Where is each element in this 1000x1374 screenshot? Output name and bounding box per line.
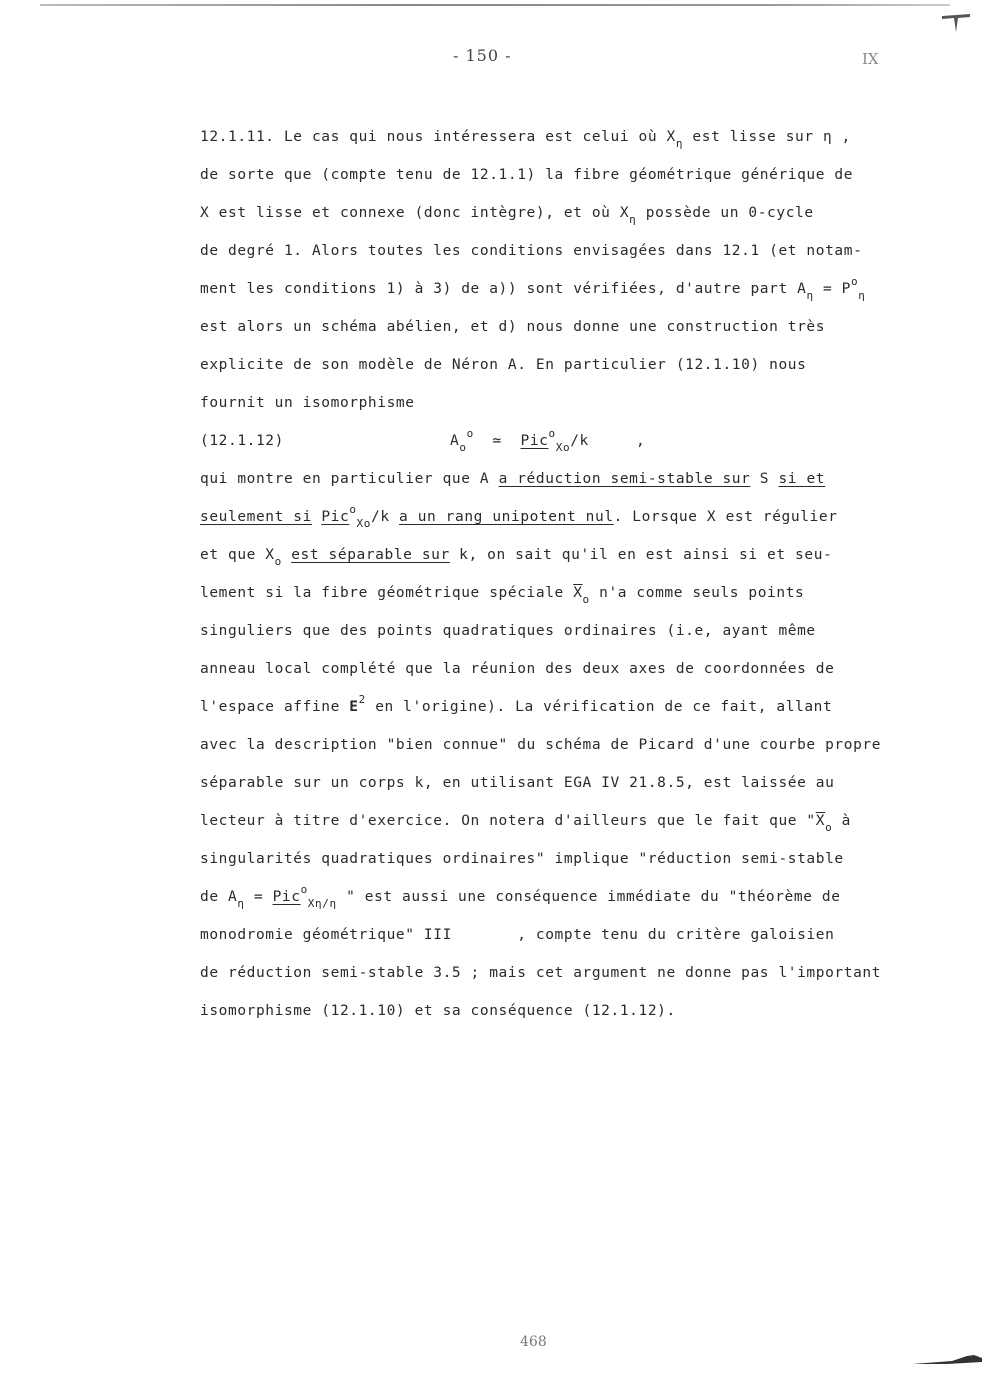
text-line: monodromie géométrique" III , compte tenu du critère galoisien: [200, 927, 835, 943]
text-line: de sorte que (compte tenu de 12.1.1) la fibre géométrique générique de: [200, 167, 854, 183]
top-scan-rule: [40, 4, 950, 6]
text-line: ment les conditions 1) à 3) de a)) sont vérifiées, d'autre part $A_\eta = P^o_\eta$: [200, 275, 866, 302]
folio-number: 468: [520, 1334, 547, 1350]
text-line: explicite de son modèle de Néron A. En particulier (12.1.10) nous: [200, 357, 807, 373]
text-line: lecteur à titre d'exercice. On notera d'ailleurs que le fait que "$\overline{X}_o$ à: [200, 813, 852, 834]
page-number: - 150 -: [453, 46, 512, 65]
text-line: de degré 1. Alors toutes les conditions envisagées dans 12.1 (et notam-: [200, 243, 863, 259]
text-line: seulement si Pic$^o_{Xo}$/k a un rang unipotent nul. Lorsque X est régulier: [200, 503, 838, 530]
text-line: séparable sur un corps k, en utilisant EGA IV 21.8.5, est laissée au: [200, 775, 835, 791]
text-line: fournit un isomorphisme: [200, 395, 415, 411]
text-line: 12.1.11. Le cas qui nous intéressera est celui où $X_\eta$ est lisse sur η ,: [200, 129, 852, 150]
text-line: anneau local complété que la réunion des deux axes de coordonnées de: [200, 661, 835, 677]
equation-12-1-12: (12.1.12) $A_o^o$ ≃ Pic$^o_{Xo}$/k ,: [200, 422, 920, 460]
text-line: l'espace affine $E^2$ en l'origine). La vérification de ce fait, allant: [200, 693, 833, 715]
text-line: de $A_\eta = Pic^o_{X\eta/\eta}$ " est aussi une conséquence immédiate du "théorème de: [200, 883, 841, 910]
text-line: singuliers que des points quadratiques ordinaires (i.e, ayant même: [200, 623, 816, 639]
text-line: lement si la fibre géométrique spéciale $\overline{X}_o$ n'a comme seuls points: [200, 585, 805, 606]
page-body: [200, 118, 920, 1030]
equation-label: (12.1.12): [200, 433, 284, 449]
text-line: de réduction semi-stable 3.5 ; mais cet argument ne donne pas l'important: [200, 965, 882, 981]
corner-mark-icon: [942, 10, 970, 32]
text-line: avec la description "bien connue" du schéma de Picard d'une courbe propre: [200, 737, 882, 753]
chapter-mark: IX: [862, 50, 879, 68]
text-line: singularités quadratiques ordinaires" implique "réduction semi-stable: [200, 851, 844, 867]
text-line: X est lisse et connexe (donc intègre), et où $X_\eta$ possède un 0-cycle: [200, 205, 814, 226]
scan-smudge-icon: [912, 1352, 982, 1366]
text-line: et que $X_o$ est séparable sur k, on sait qu'il en est ainsi si et seu-: [200, 547, 833, 568]
text-line: est alors un schéma abélien, et d) nous donne une construction très: [200, 319, 826, 335]
text-line: isomorphisme (12.1.10) et sa conséquence (12.1.12).: [200, 1003, 676, 1019]
equation-body: $A_o^o$ ≃ Pic$^o_{Xo}$/k: [450, 427, 589, 454]
text-line: qui montre en particulier que A a réduction semi-stable sur S si et: [200, 471, 826, 487]
